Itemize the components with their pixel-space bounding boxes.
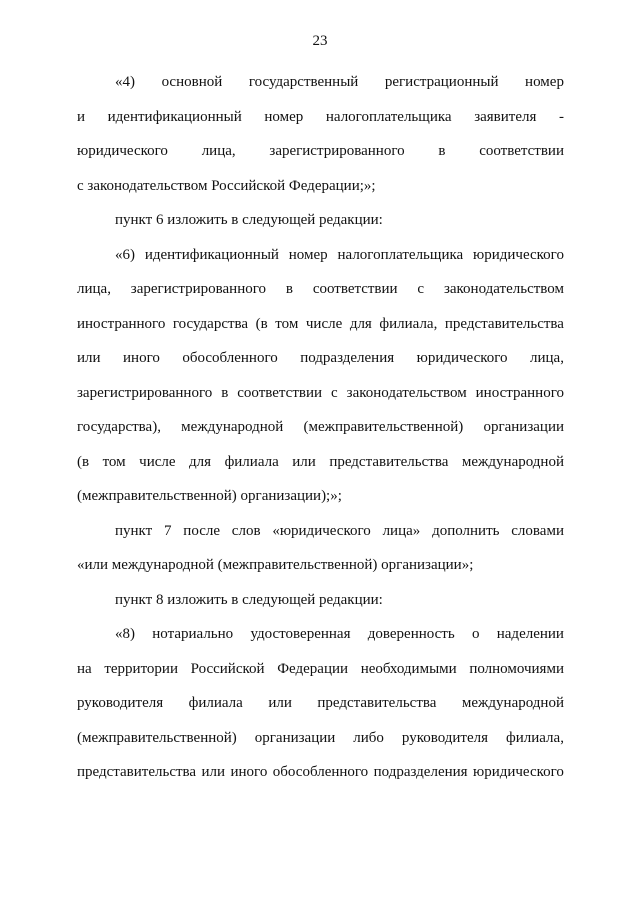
word: юридического [416, 350, 508, 366]
word: номер [525, 74, 564, 90]
word: том [102, 453, 126, 470]
word: или [77, 350, 101, 366]
text-line [77, 686, 564, 721]
word: представительства [77, 764, 197, 780]
word: либо [353, 729, 384, 746]
word: «8) [115, 626, 135, 642]
word: с [331, 384, 338, 401]
word: филиала [224, 453, 279, 470]
word: государства [172, 315, 249, 332]
text-line [77, 272, 564, 307]
word: представительства [444, 315, 564, 332]
text-line [77, 583, 564, 618]
text-line [77, 755, 564, 790]
word: зарегистрированного [269, 143, 405, 159]
word: иностранного [475, 384, 564, 401]
page-number: 23 [312, 33, 328, 49]
word: доверенность [367, 626, 455, 642]
word: юридического [77, 143, 168, 159]
word: заявителя [474, 108, 537, 125]
word: дополнить [432, 522, 500, 539]
word: законодательством [346, 384, 467, 401]
word: (в [77, 453, 90, 470]
word: международной [461, 453, 564, 470]
word: числе [305, 315, 343, 332]
text-line [77, 514, 564, 549]
word: соответствии [237, 384, 323, 401]
word: словами [511, 522, 564, 539]
word: основной [161, 74, 223, 90]
text-line [77, 238, 564, 273]
word: (межправительственной) [77, 729, 237, 746]
line-text: (межправительственной) организации);»; [77, 488, 342, 504]
word: иного [230, 764, 268, 780]
word: или [201, 764, 226, 780]
word: после [183, 522, 220, 539]
word: на [77, 660, 92, 677]
word: том [275, 315, 299, 332]
word: или [292, 453, 316, 470]
word: налогоплательщика [325, 108, 452, 125]
text-line [77, 721, 564, 756]
word: лица, [201, 143, 236, 159]
text-line [77, 479, 564, 514]
word: иного [123, 350, 160, 366]
word: законодательством [443, 281, 564, 297]
word: представительства [317, 695, 437, 711]
word: пункт [115, 522, 153, 539]
word: организации [483, 419, 564, 435]
word: соответствии [312, 281, 398, 297]
text-line [77, 341, 564, 376]
word: с [417, 281, 425, 297]
word: в [438, 143, 446, 159]
word: (в [255, 315, 268, 332]
word: иностранного [77, 315, 166, 332]
text-line [77, 410, 564, 445]
text-line [77, 203, 564, 238]
text-line [77, 617, 564, 652]
word: удостоверенная [250, 626, 351, 642]
word: - [559, 108, 564, 125]
word: идентификационный [107, 108, 242, 125]
word: о [471, 626, 480, 642]
text-line [77, 100, 564, 135]
text-line [77, 65, 564, 100]
text-line [77, 169, 564, 204]
word: юридического [473, 246, 564, 263]
word: регистрационный [384, 74, 499, 90]
word: или [268, 695, 292, 711]
word: лица, [530, 350, 564, 366]
word: «6) [115, 246, 135, 263]
word: необходимыми [360, 660, 457, 677]
word: зарегистрированного [130, 281, 267, 297]
word: филиала [188, 695, 243, 711]
word: организации [254, 729, 336, 746]
word: Федерации [277, 660, 349, 677]
word: территории [104, 660, 178, 677]
word: для [349, 315, 372, 332]
line-text: пункт 6 изложить в следующей редакции: [115, 212, 383, 228]
line-text: «или международной (межправительственной) организации»; [77, 557, 474, 573]
word: обособленного [272, 764, 369, 780]
word: для [189, 453, 212, 470]
word: наделении [496, 626, 564, 642]
word: лица» [382, 522, 421, 539]
word: (межправительственной) [303, 419, 464, 435]
text-line [77, 307, 564, 342]
word: и [77, 108, 86, 125]
word: нотариально [152, 626, 234, 642]
word: международной [461, 695, 564, 711]
word: Российской [190, 660, 265, 677]
word: номер [288, 246, 328, 263]
word: слов [231, 522, 261, 539]
line-text: пункт 8 изложить в следующей редакции: [115, 591, 383, 608]
text-line [77, 445, 564, 480]
word: полномочиями [469, 660, 564, 677]
word: руководителя [77, 695, 164, 711]
word: в [221, 384, 229, 401]
word: международной [181, 419, 284, 435]
word: налогоплательщика [337, 246, 464, 263]
word: «4) [115, 74, 135, 90]
word: подразделения [300, 350, 395, 366]
word: числе [139, 453, 176, 470]
line-text: с законодательством Российской Федерации;»; [77, 177, 376, 194]
word: идентификационный [144, 246, 279, 263]
document-body [77, 65, 564, 790]
text-line [77, 134, 564, 169]
word: подразделения [373, 764, 468, 780]
word: филиала, [506, 729, 564, 746]
text-line [77, 376, 564, 411]
word: в [285, 281, 293, 297]
word: лица, [77, 281, 111, 297]
word: номер [264, 108, 304, 125]
word: зарегистрированного [77, 384, 213, 401]
text-line [77, 652, 564, 687]
word: юридического [473, 764, 564, 780]
word: филиала, [379, 315, 438, 332]
text-line [77, 548, 564, 583]
word: государства), [77, 419, 161, 435]
word: государственный [248, 74, 359, 90]
word: обособленного [182, 350, 278, 366]
word: «юридического [272, 522, 371, 539]
word: 7 [164, 522, 172, 539]
word: соответствии [479, 143, 564, 159]
word: руководителя [401, 729, 489, 746]
word: представительства [329, 453, 449, 470]
